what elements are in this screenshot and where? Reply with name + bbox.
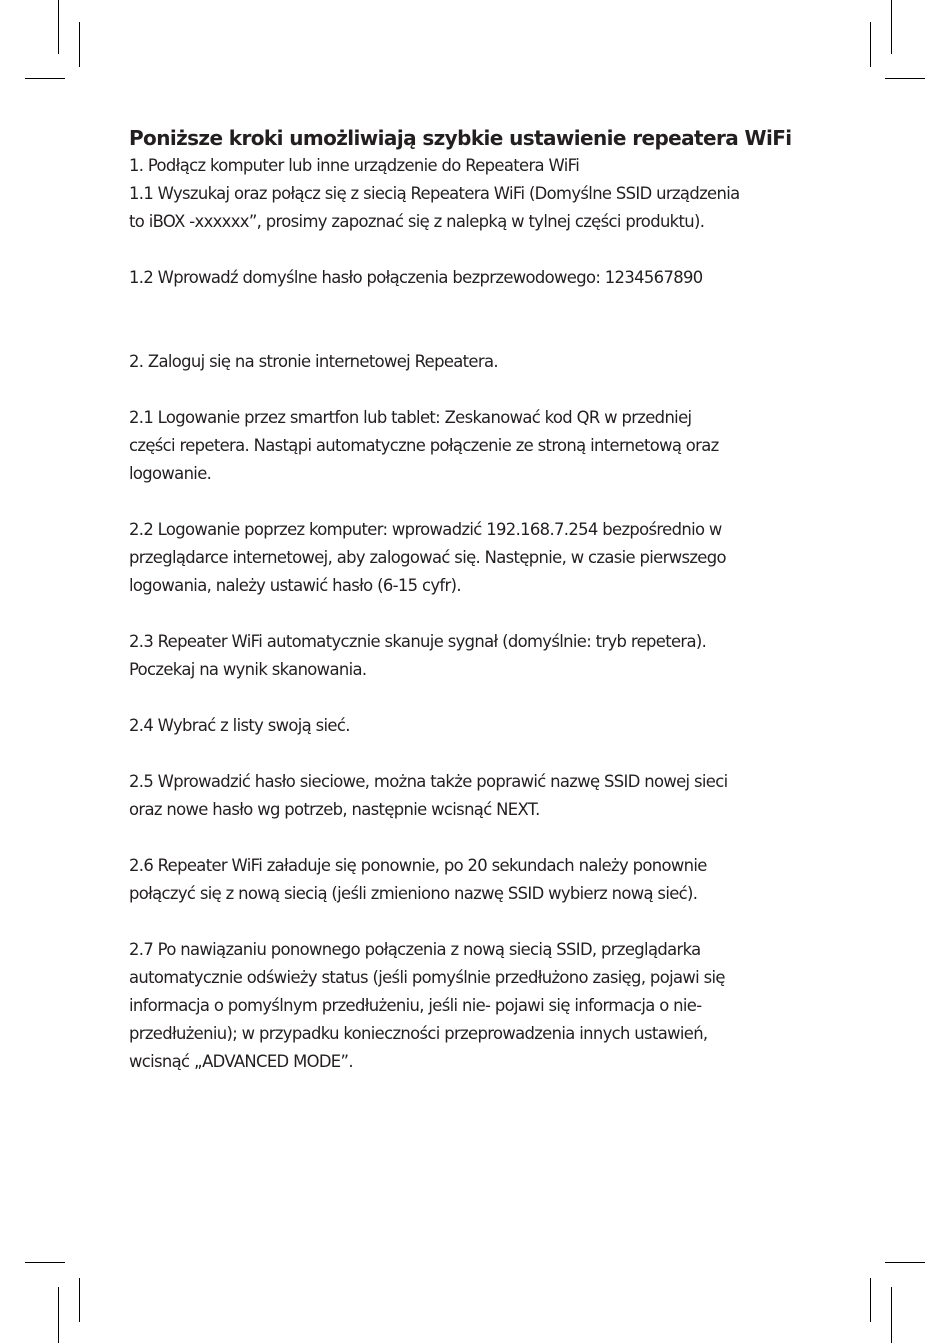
step-2-5: 2.5 Wprowadzić hasło sieciowe, można także poprawić nazwę SSID nowej sieci oraz nowe hasło wg potrzeb, następnie wcisnąć NEXT. — [129, 772, 728, 819]
step-1: 1. Podłącz komputer lub inne urządzenie do Repeatera WiFi — [129, 156, 580, 175]
spacer — [129, 824, 829, 852]
step-2-3: 2.3 Repeater WiFi automatycznie skanuje sygnał (domyślnie: tryb repetera). Poczekaj na wynik skanowania. — [129, 632, 707, 679]
step-2-7: 2.7 Po nawiązaniu ponownego połączenia z nową siecią SSID, przeglądarka automatycznie odświeży status (jeśli pomyślnie przedłużono zasięg, pojawi się informacja o pomyślnym przedłużeniu, jeśli nie- pojawi się informacja o nie- przedłużeniu); w przypadku konieczności przeprowadzenia innych ustawień, wcisnąć „ADVANCED MODE”. — [129, 940, 725, 1071]
spacer — [129, 684, 829, 712]
crop-mark — [79, 1278, 80, 1322]
step-1-2: 1.2 Wprowadź domyślne hasło połączenia bezprzewodowego: 1234567890 — [129, 268, 703, 287]
step-2-4: 2.4 Wybrać z listy swoją sieć. — [129, 716, 350, 735]
crop-mark — [870, 1278, 871, 1322]
step-1-1: 1.1 Wyszukaj oraz połącz się z siecią Repeatera WiFi (Domyślne SSID urządzenia to iBOX -xxxxxx”, prosimy zapoznać się z nalepką w tylnej części produktu). — [129, 184, 740, 231]
spacer — [129, 236, 829, 264]
crop-mark — [58, 0, 59, 54]
crop-mark — [58, 1287, 59, 1343]
instructions-content — [129, 124, 829, 1076]
step-2-1: 2.1 Logowanie przez smartfon lub tablet: Zeskanować kod QR w przedniej części repetera. Nastąpi automatyczne połączenie ze stroną internetową oraz logowanie. — [129, 408, 719, 483]
step-2: 2. Zaloguj się na stronie internetowej Repeatera. — [129, 352, 498, 371]
spacer — [129, 740, 829, 768]
step-2-2: 2.2 Logowanie poprzez komputer: wprowadzić 192.168.7.254 bezpośrednio w przeglądarce internetowej, aby zalogować się. Następnie, w czasie pierwszego logowania, należy ustawić hasło (6-15 cyfr). — [129, 520, 726, 595]
crop-mark — [891, 0, 892, 54]
spacer — [129, 488, 829, 516]
crop-mark — [25, 78, 65, 79]
step-2-6: 2.6 Repeater WiFi załaduje się ponownie, po 20 sekundach należy ponownie połączyć się z nową siecią (jeśli zmieniono nazwę SSID wybierz nową sieć). — [129, 856, 707, 903]
spacer — [129, 908, 829, 936]
crop-mark — [79, 22, 80, 67]
crop-mark — [870, 22, 871, 67]
crop-mark — [891, 1287, 892, 1343]
spacer — [129, 292, 829, 348]
page-title: Poniższe kroki umożliwiają szybkie ustawienie repeatera WiFi — [129, 126, 792, 150]
spacer — [129, 376, 829, 404]
spacer — [129, 600, 829, 628]
crop-mark — [25, 1262, 65, 1263]
crop-mark — [885, 1262, 925, 1263]
crop-mark — [885, 78, 925, 79]
